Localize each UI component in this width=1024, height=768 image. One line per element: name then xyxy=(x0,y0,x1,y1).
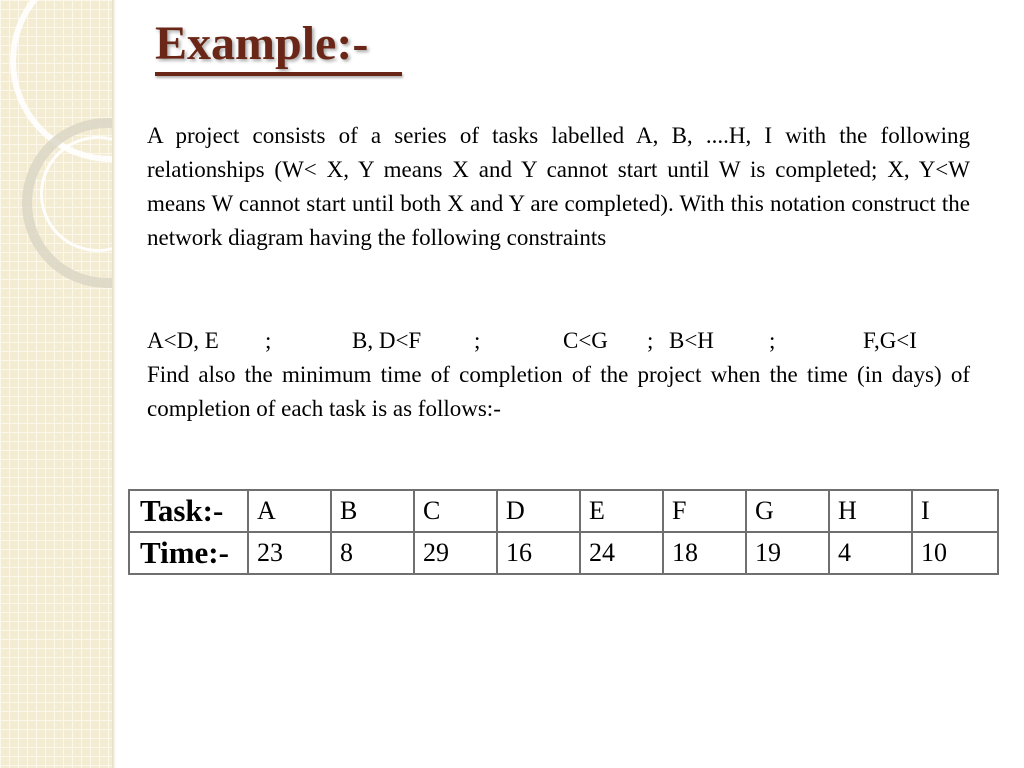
question-paragraph: Find also the minimum time of completion of the project when the time (in days) of completion of each task is as follows:- xyxy=(147,362,970,421)
constraint-3: C<G xyxy=(563,328,608,353)
time-cell: 19 xyxy=(746,532,829,574)
task-row xyxy=(129,490,998,532)
constraints-line xyxy=(147,324,970,358)
task-cell: A xyxy=(248,490,331,532)
time-cell: 29 xyxy=(414,532,497,574)
task-cell: E xyxy=(580,490,663,532)
constraint-5: F,G<I xyxy=(863,328,917,353)
task-time-table xyxy=(128,489,999,575)
time-cell: 16 xyxy=(497,532,580,574)
constraint-separator: ; xyxy=(474,328,481,353)
task-cell: D xyxy=(497,490,580,532)
constraint-1: A<D, E xyxy=(147,328,219,353)
task-header-cell: Task:- xyxy=(129,490,248,532)
task-cell: I xyxy=(912,490,998,532)
constraint-separator: ; xyxy=(769,328,776,353)
title-underline xyxy=(155,72,402,76)
task-cell: H xyxy=(829,490,912,532)
time-cell: 23 xyxy=(248,532,331,574)
strip-edge-divider xyxy=(112,0,116,768)
time-header-cell: Time:- xyxy=(129,532,248,574)
time-cell: 24 xyxy=(580,532,663,574)
slide-title: Example:- xyxy=(155,17,369,70)
constraint-separator: ; xyxy=(265,328,272,353)
decorative-side-strip xyxy=(0,0,112,768)
time-cell: 8 xyxy=(331,532,414,574)
constraint-2: B, D<F xyxy=(352,328,422,353)
time-cell: 18 xyxy=(663,532,746,574)
time-row xyxy=(129,532,998,574)
time-cell: 4 xyxy=(829,532,912,574)
problem-paragraph: A project consists of a series of tasks labelled A, B, ....H, I with the following relationships (W< X, Y means X and Y cannot start until W is completed; X, Y<W means W cannot start until both X and Y are completed). With this notation construct the network diagram having the following constraints xyxy=(147,123,970,250)
constraint-4: B<H xyxy=(669,328,714,353)
task-cell: F xyxy=(663,490,746,532)
constraint-separator: ; xyxy=(647,328,654,353)
task-cell: G xyxy=(746,490,829,532)
time-cell: 10 xyxy=(912,532,998,574)
task-cell: B xyxy=(331,490,414,532)
task-cell: C xyxy=(414,490,497,532)
